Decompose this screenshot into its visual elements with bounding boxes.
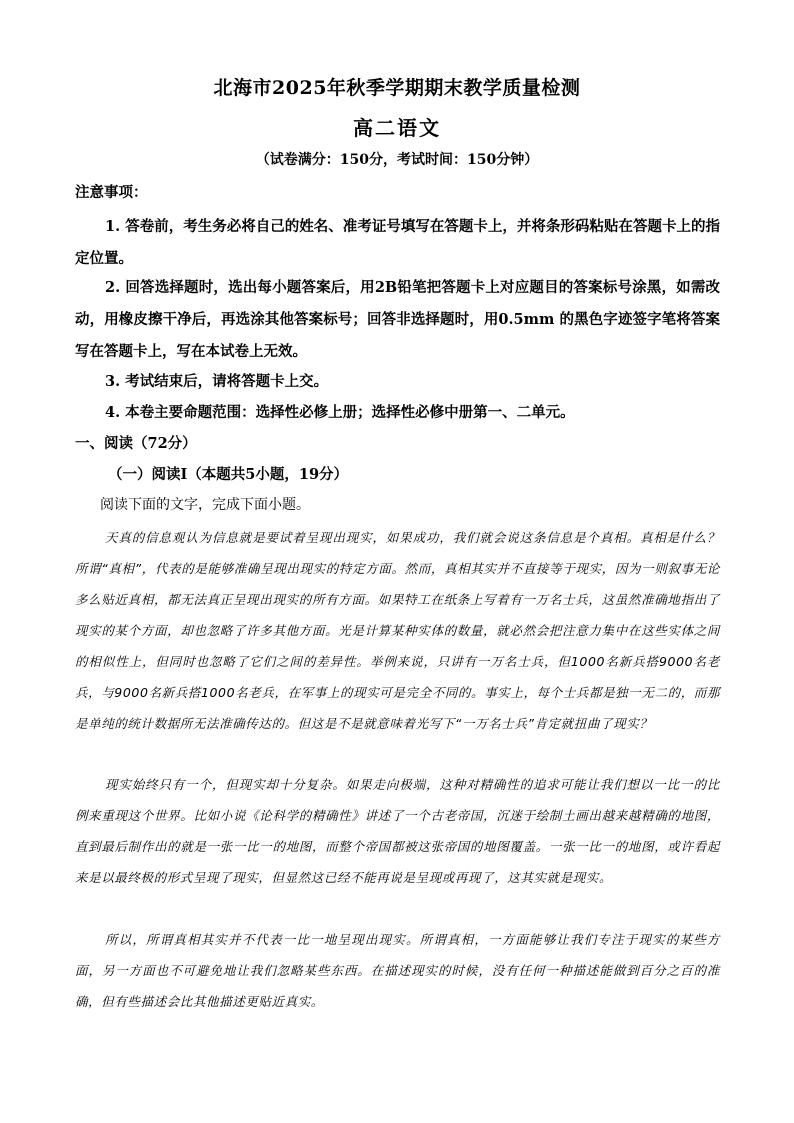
passage-paragraph: 天真的信息观认为信息就是要试着呈现出现实，如果成功，我们就会说这条信息是个真相。真相是什么？所谓“真相”，代表的是能够准确呈现出现实的特定方面。然而，真相其实并不直接等于现实，因为一则叙事无论多么贴近真相，都无法真正呈现出现实的所有方面。如果特工在纸条上写着有一万名士兵，这虽然准确地指出了现实的某个方面，却也忽略了许多其他方面。光是计算某种实体的数量，就必然会把注意力集中在这些实体之间的相似性上，但同时也忽略了它们之间的差异性。举例来说，只讲有一万名士兵，但1000名新兵搭9000名老兵，与9000名新兵搭1000名老兵，在军事上的现实可是完全不同的。事实上，每个士兵都是独一无二的，而那是单纯的统计数据所无法准确传达的。但这是不是就意味着光写下“一万名士兵”肯定就扭曲了现实？ bbox=[75, 530, 720, 731]
notice-item: 4. 本卷主要命题范围：选择性必修上册；选择性必修中册第一、二单元。 bbox=[105, 404, 575, 421]
passage-paragraph: 所以，所谓真相其实并不代表一比一地呈现出现实。所谓真相，一方面能够让我们专注于现实的某些方面，另一方面也不可避免地让我们忽略某些东西。在描述现实的时候，没有任何一种描述能做到百分之百的准确，但有些描述会比其他描述更贴近真实。 bbox=[75, 932, 720, 1009]
notice-heading: 注意事项： bbox=[75, 184, 148, 201]
section-heading: 一、阅读（72分） bbox=[75, 435, 197, 452]
notice-item: 2. 回答选择题时，选出每小题答案后，用2B铅笔把答题卡上对应题目的答案标号涂黑，如需改动，用橡皮擦干净后，再选涂其他答案标号；回答非选择题时，用0.5mm 的黑色字迹签字笔将答案写在答题卡上，写在本试卷上无效。 bbox=[75, 279, 720, 360]
subject-title: 高二语文 bbox=[353, 116, 441, 140]
passage-paragraph: 现实始终只有一个，但现实却十分复杂。如果走向极端，这种对精确性的追求可能让我们想以一比一的比例来重现这个世界。比如小说《论科学的精确性》讲述了一个古老帝国，沉迷于绘制土画出越来越精确的地图，直到最后制作出的就是一张一比一的地图，而整个帝国都被这张帝国的地图覆盖。一张一比一的地图，或许看起来是以最终极的形式呈现了现实，但显然这已经不能再说是呈现或再现了，这其实就是现实。 bbox=[75, 777, 720, 885]
exam-info: （试卷满分：150分，考试时间：150分钟） bbox=[255, 152, 539, 168]
exam-title: 北海市2025年秋季学期期末教学质量检测 bbox=[213, 77, 581, 99]
notice-item: 1. 答卷前，考生务必将自己的姓名、准考证号填写在答题卡上，并将条形码粘贴在答题卡上的指定位置。 bbox=[75, 218, 720, 267]
part-heading: （一）阅读Ⅰ（本题共5小题，19分） bbox=[108, 466, 349, 483]
reading-instruction: 阅读下面的文字，完成下面小题。 bbox=[100, 498, 310, 513]
notice-item: 3. 考试结束后，请将答题卡上交。 bbox=[105, 373, 329, 390]
